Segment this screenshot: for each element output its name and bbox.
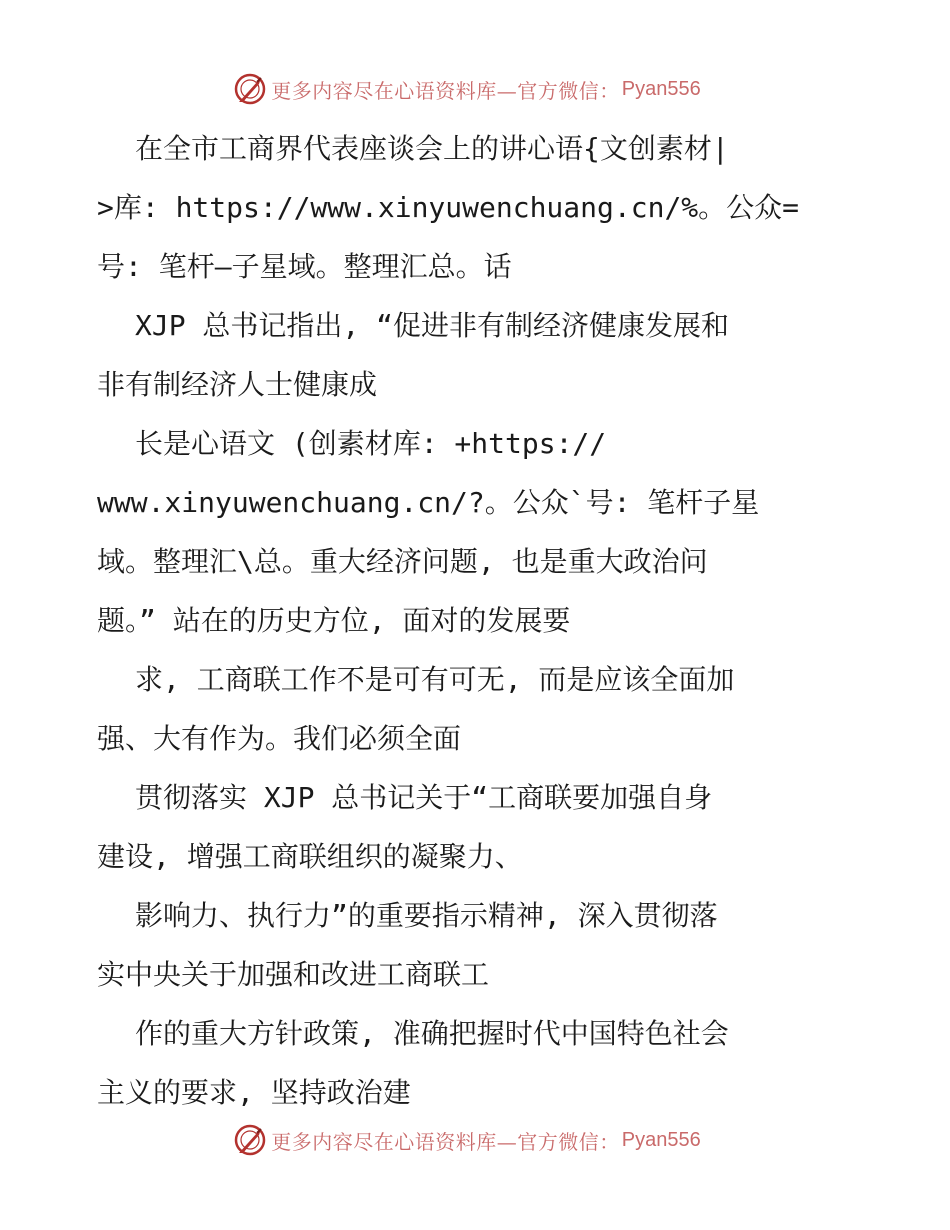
footer-banner	[0, 1120, 950, 1160]
text-line-14: 影响力、执行力”的重要指示精神, 深入贯彻落	[135, 899, 718, 932]
text-line-16: 作的重大方针政策, 准确把握时代中国特色社会	[135, 1017, 729, 1050]
text-line-9: 题。” 站在的历史方位, 面对的发展要	[97, 604, 571, 637]
text-line-7: www.xinyuwenchuang.cn/?。公众`号: 笔杆子星	[97, 486, 760, 519]
text-line-4: XJP 总书记指出, “促进非有制经济健康发展和	[135, 309, 730, 342]
text-line-2: >库: https://www.xinyuwenchuang.cn/%。公众=	[97, 191, 800, 224]
header-banner	[0, 69, 950, 109]
text-line-10: 求, 工商联工作不是可有可无, 而是应该全面加	[135, 663, 735, 696]
text-line-11: 强、大有作为。我们必须全面	[97, 722, 462, 755]
text-line-8: 域。整理汇\总。重大经济问题, 也是重大政治问	[97, 545, 708, 578]
footer-banner-text: 更多内容尽在心语资料库—官方微信：	[271, 1129, 620, 1154]
text-line-1: 在全市工商界代表座谈会上的讲心语{文创素材|	[135, 132, 729, 165]
footer-banner-content	[233, 1123, 700, 1157]
text-line-13: 建设, 增强工商联组织的凝聚力、	[97, 840, 523, 873]
text-line-15: 实中央关于加强和改进工商联工	[97, 958, 490, 991]
pen-logo-icon	[233, 1123, 267, 1157]
text-line-12: 贯彻落实 XJP 总书记关于“工商联要加强自身	[135, 781, 713, 814]
document-body	[97, 119, 867, 1122]
header-banner-content	[233, 72, 700, 106]
text-line-6: 长是心语文 (创素材库: +https://	[135, 427, 607, 460]
footer-banner-wechat-id: Pyan556	[621, 1128, 701, 1151]
text-line-17: 主义的要求, 坚持政治建	[97, 1076, 411, 1109]
header-banner-wechat-id: Pyan556	[621, 77, 701, 100]
text-line-3: 号: 笔杆—子星域。整理汇总。话	[97, 250, 512, 283]
text-line-5: 非有制经济人士健康成	[97, 368, 378, 401]
header-banner-text: 更多内容尽在心语资料库—官方微信：	[271, 78, 620, 103]
pen-logo-icon	[233, 72, 267, 106]
